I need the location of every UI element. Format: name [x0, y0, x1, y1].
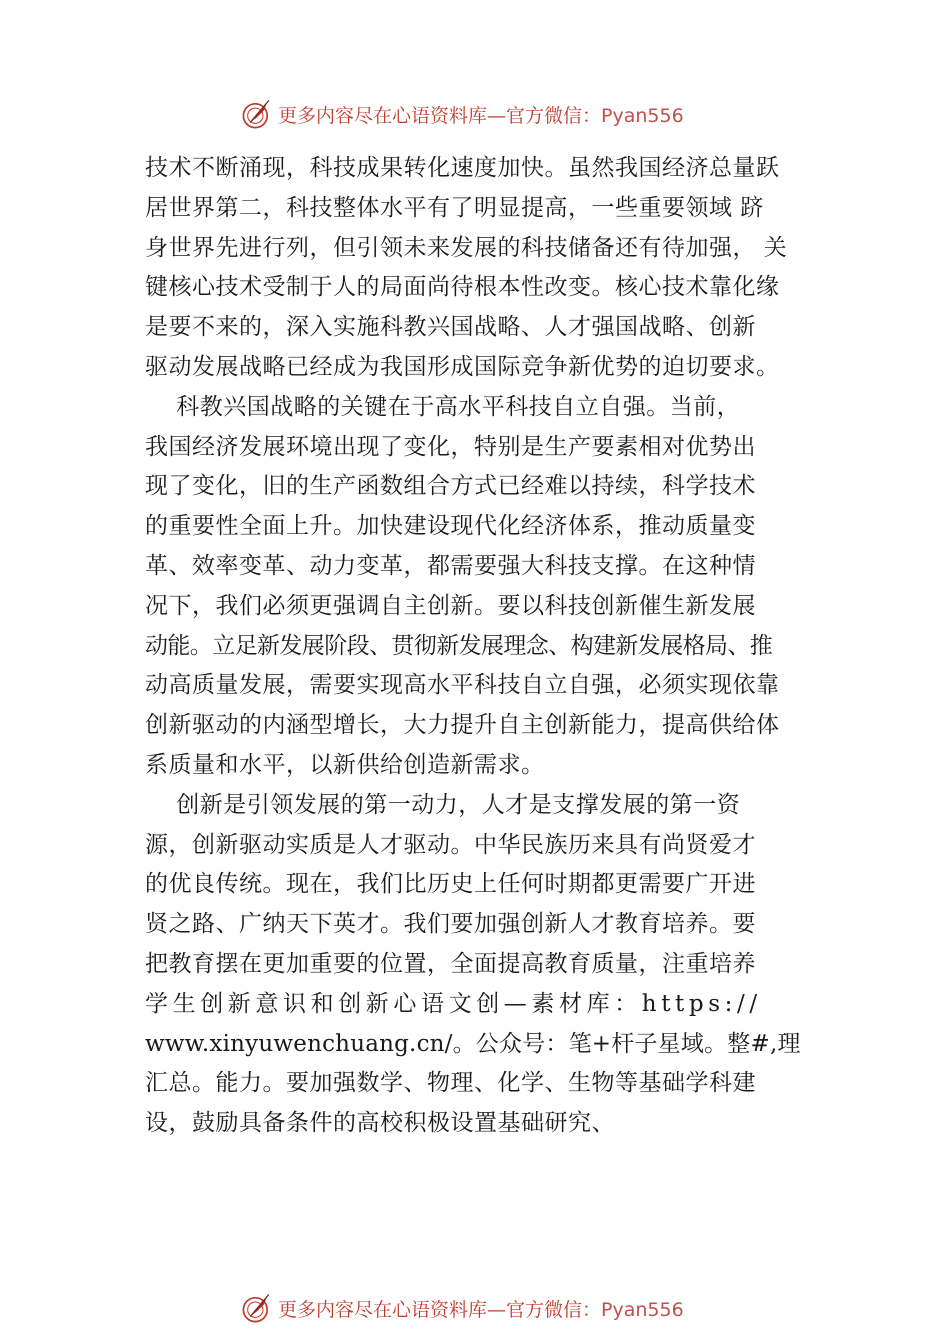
body-line: 的重要性全面上升。加快建设现代化经济体系，推动质量变 [145, 513, 756, 540]
body-line: 动高质量发展，需要实现高水平科技自立自强，必须实现依靠 [145, 672, 780, 699]
body-line: 我国经济发展环境出现了变化，特别是生产要素相对优势出 [145, 433, 756, 460]
body-line: 学生创新意识和创新心语文创—素材库：https:// [145, 990, 762, 1017]
header-banner-text [278, 101, 684, 128]
body-line: 创新驱动的内涵型增长，大力提升自主创新能力，提高供给体 [145, 712, 780, 739]
body-line: 设，鼓励具备条件的高校积极设置基础研究、 [145, 1110, 615, 1137]
header-wechat-id: Pyan556 [601, 104, 684, 127]
body-line: 贤之路、广纳天下英才。我们要加强创新人才教育培养。要 [145, 911, 756, 938]
body-line: 身世界先进行列，但引领未来发展的科技储备还有待加强， 关 [145, 234, 788, 261]
body-line: 汇总。能力。要加强数学、物理、化学、生物等基础学科建 [145, 1070, 756, 1097]
body-line: www.xinyuwenchuang.cn/。公众号：笔+杆子星域。整#,理 [145, 1030, 801, 1057]
quill-logo-icon [240, 1291, 274, 1325]
header-banner-label: 更多内容尽在心语资料库—官方微信： [278, 104, 602, 127]
body-line: 是要不来的，深入实施科教兴国战略、人才强国战略、创新 [145, 314, 756, 341]
body-line: 技术不断涌现，科技成果转化速度加快。虽然我国经济总量跃 [145, 155, 780, 181]
body-line: 驱动发展战略已经成为我国形成国际竞争新优势的迫切要求。 [145, 353, 780, 380]
body-line: 况下，我们必须更强调自主创新。要以科技创新催生新发展 [145, 592, 756, 619]
header-banner [240, 96, 760, 132]
body-line: 现了变化，旧的生产函数组合方式已经难以持续，科学技术 [145, 473, 756, 500]
body-line: 居世界第二，科技整体水平有了明显提高，一些重要领域 跻 [145, 194, 764, 221]
body-line: 把教育摆在更加重要的位置，全面提高教育质量，注重培养 [145, 950, 756, 977]
footer-banner-label: 更多内容尽在心语资料库—官方微信： [278, 1298, 602, 1321]
quill-logo-icon [240, 97, 274, 131]
footer-wechat-id: Pyan556 [601, 1298, 684, 1321]
body-line: 革、效率变革、动力变革，都需要强大科技支撑。在这种情 [145, 552, 756, 579]
body-line: 科教兴国战略的关键在于高水平科技自立自强。当前， [145, 393, 741, 420]
footer-banner-text [278, 1295, 684, 1322]
body-line: 系质量和水平，以新供给创造新需求。 [145, 751, 545, 778]
body-line: 源，创新驱动实质是人才驱动。中华民族历来具有尚贤爱才 [145, 831, 756, 858]
body-line: 键核心技术受制于人的局面尚待根本性改变。核心技术靠化缘 [145, 274, 780, 301]
body-line: 的优良传统。现在，我们比历史上任何时期都更需要广开进 [145, 871, 756, 898]
body-line: 动能。立足新发展阶段、贯彻新发展理念、构建新发展格局、推 [145, 632, 773, 659]
footer-banner [240, 1290, 760, 1326]
body-line: 创新是引领发展的第一动力，人才是支撑发展的第一资 [145, 791, 741, 818]
document-body [145, 149, 845, 1144]
